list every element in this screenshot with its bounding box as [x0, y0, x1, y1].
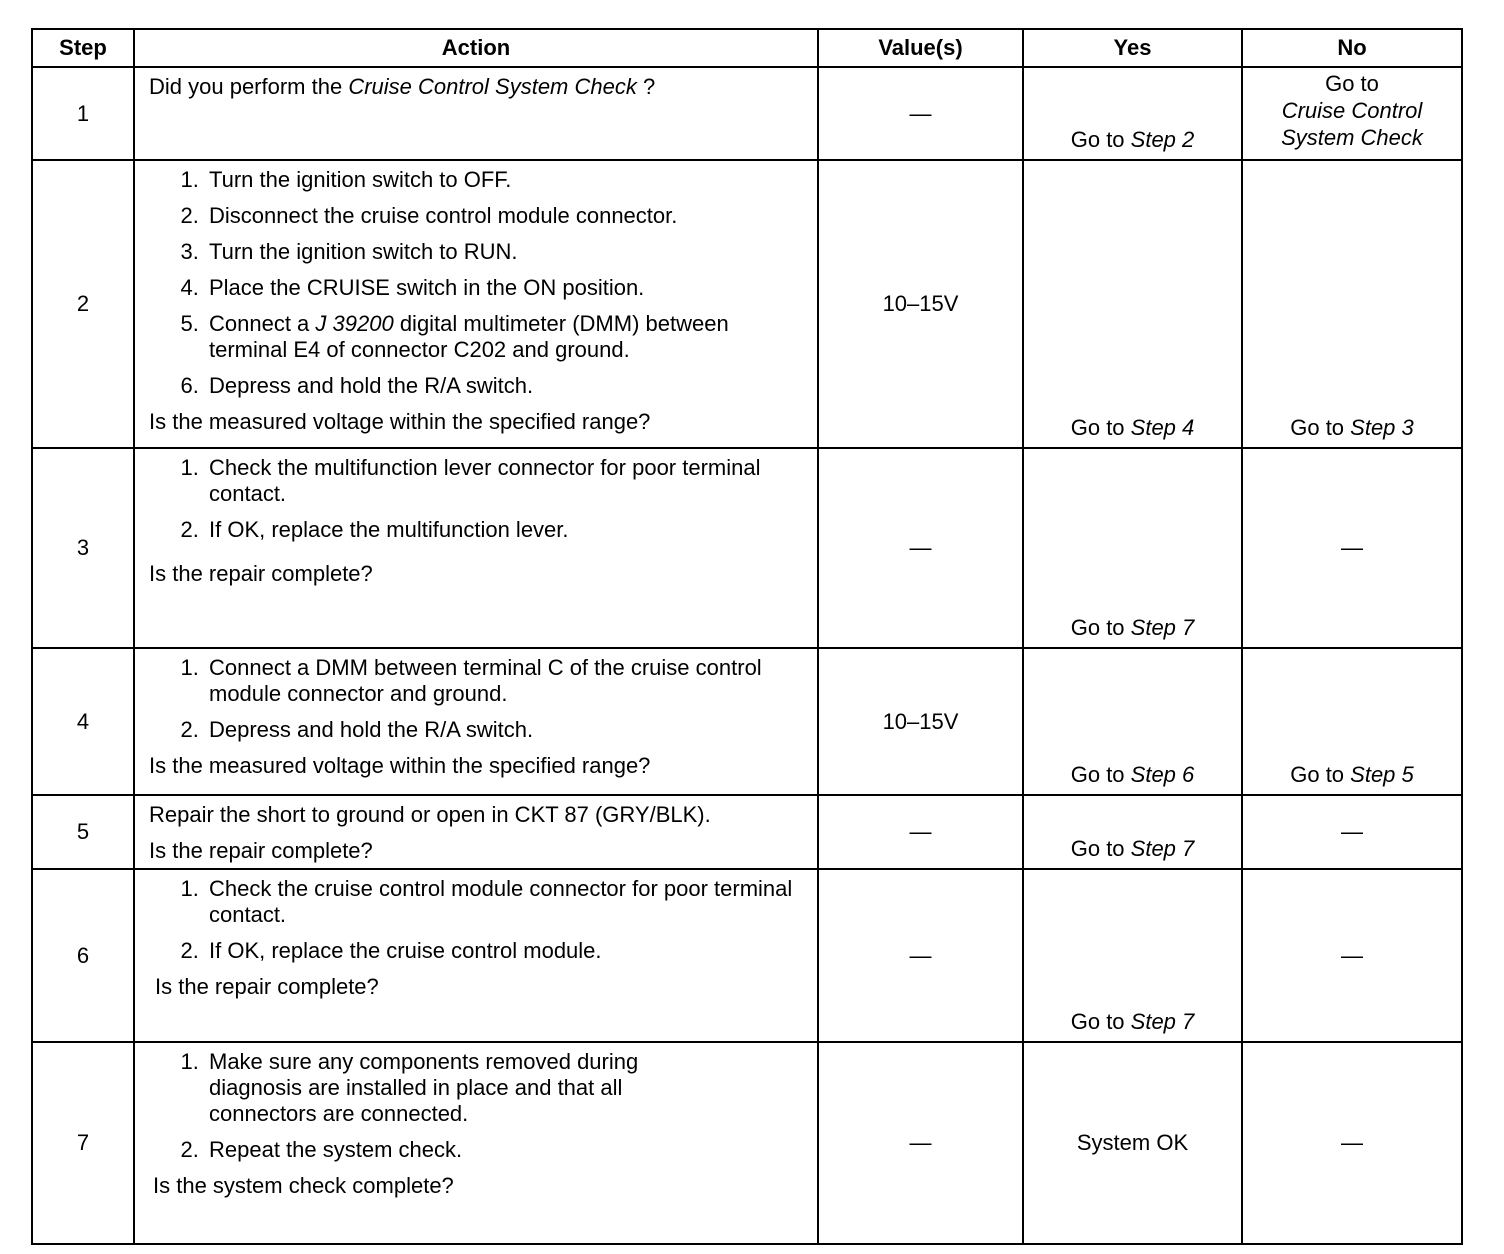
- table-row: [32, 648, 1462, 795]
- no-result: —: [1341, 942, 1363, 968]
- action-item: 1. Check the cruise control module connector for poor terminal contact.: [205, 876, 803, 928]
- action-cell: [134, 160, 818, 448]
- yes-cell: [1023, 448, 1242, 648]
- action-item: 2. If OK, replace the cruise control module.: [205, 938, 803, 964]
- action-cell: [134, 795, 818, 869]
- goto-text: Go to: [1325, 71, 1379, 96]
- value-cell: 10–15V: [818, 648, 1023, 795]
- value-cell: —: [818, 448, 1023, 648]
- table-row: [32, 1042, 1462, 1244]
- goto-text: Go to: [1290, 762, 1351, 787]
- goto-text: Go to: [1070, 615, 1131, 640]
- table-row: [32, 795, 1462, 869]
- header-row: [32, 29, 1462, 67]
- value-cell: —: [818, 869, 1023, 1042]
- value-cell: —: [818, 795, 1023, 869]
- action-question: Is the repair complete?: [149, 838, 373, 863]
- no-result: —: [1341, 535, 1363, 560]
- goto-text: Go to: [1070, 127, 1131, 152]
- action-question: Is the repair complete?: [149, 561, 373, 586]
- goto-step: Step 5: [1350, 762, 1414, 787]
- goto-step: Step 6: [1130, 762, 1195, 787]
- no-result: [1243, 68, 1461, 151]
- step-number: 2: [32, 160, 134, 448]
- action-cell: [134, 67, 818, 160]
- action-item: 2. Depress and hold the R/A switch.: [205, 717, 803, 743]
- yes-result: [1024, 1009, 1241, 1035]
- tool-name: J 39200: [315, 311, 394, 336]
- yes-cell: [1023, 869, 1242, 1042]
- goto-step: Step 4: [1130, 415, 1195, 440]
- action-item: 1. Turn the ignition switch to OFF.: [205, 167, 803, 193]
- yes-result: [1024, 127, 1241, 153]
- value-cell: —: [818, 1042, 1023, 1244]
- no-cell: [1242, 1042, 1462, 1244]
- no-result: [1243, 762, 1461, 788]
- action-list: [149, 876, 803, 964]
- no-cell: [1242, 448, 1462, 648]
- question-suffix: ?: [636, 74, 656, 99]
- yes-cell: [1023, 67, 1242, 160]
- action-question: Is the measured voltage within the specified range?: [149, 409, 651, 434]
- action-list: [149, 455, 803, 543]
- action-question: Is the system check complete?: [153, 1173, 454, 1198]
- table-row: [32, 448, 1462, 648]
- goto-text: Go to: [1070, 762, 1131, 787]
- goto-step: Step 7: [1130, 836, 1195, 861]
- no-cell: [1242, 869, 1462, 1042]
- header-yes: Yes: [1023, 29, 1242, 67]
- action-text: Repair the short to ground or open in CKT 87 (GRY/BLK).: [149, 802, 711, 827]
- action-item: 3. Turn the ignition switch to RUN.: [205, 239, 803, 265]
- item-text: digital multimeter (DMM) between terminal E4 of connector C202 and ground.: [209, 311, 729, 362]
- diagnostic-table: [31, 28, 1463, 1245]
- no-cell: [1242, 67, 1462, 160]
- action-item: 1. Make sure any components removed during diagnosis are installed in place and that all connectors are connected.: [205, 1049, 703, 1127]
- header-action: Action: [134, 29, 818, 67]
- item-text: Connect a: [209, 311, 316, 336]
- yes-result: [1024, 415, 1241, 441]
- step-number: 6: [32, 869, 134, 1042]
- action-cell: [134, 869, 818, 1042]
- action-item: 1. Check the multifunction lever connector for poor terminal contact.: [205, 455, 803, 507]
- step-number: 1: [32, 67, 134, 160]
- goto-step: Step 7: [1130, 615, 1195, 640]
- yes-cell: [1023, 648, 1242, 795]
- yes-result: System OK: [1076, 1130, 1189, 1155]
- step-number: 7: [32, 1042, 134, 1244]
- yes-result: [1024, 836, 1241, 862]
- action-item: 1. Connect a DMM between terminal C of the cruise control module connector and ground.: [205, 655, 803, 707]
- goto-text: Go to: [1070, 415, 1131, 440]
- no-result: [1243, 415, 1461, 441]
- goto-target: System Check: [1281, 125, 1423, 150]
- table-row: [32, 160, 1462, 448]
- yes-result: [1024, 762, 1241, 788]
- no-cell: [1242, 648, 1462, 795]
- action-item: 2. Disconnect the cruise control module connector.: [205, 203, 803, 229]
- goto-text: Go to: [1290, 415, 1351, 440]
- action-item: 2. Repeat the system check.: [205, 1137, 703, 1163]
- header-values: Value(s): [818, 29, 1023, 67]
- action-item: 2. If OK, replace the multifunction lever.: [205, 517, 803, 543]
- no-result: —: [1341, 819, 1363, 844]
- goto-step: Step 7: [1130, 1009, 1195, 1034]
- action-item: [205, 311, 803, 363]
- no-cell: [1242, 160, 1462, 448]
- header-no: No: [1242, 29, 1462, 67]
- header-step: Step: [32, 29, 134, 67]
- yes-cell: [1023, 1042, 1242, 1244]
- yes-cell: [1023, 795, 1242, 869]
- yes-result: [1024, 615, 1241, 641]
- action-item: 4. Place the CRUISE switch in the ON position.: [205, 275, 803, 301]
- action-item: 6. Depress and hold the R/A switch.: [205, 373, 803, 399]
- action-cell: [134, 1042, 818, 1244]
- question-text: Did you perform the: [149, 74, 349, 99]
- value-cell: —: [818, 67, 1023, 160]
- goto-step: Step 2: [1130, 127, 1195, 152]
- goto-step: Step 3: [1350, 415, 1414, 440]
- goto-text: Go to: [1070, 836, 1131, 861]
- question-emphasis: Cruise Control System Check: [348, 74, 637, 99]
- action-cell: [134, 648, 818, 795]
- action-question: Is the measured voltage within the specified range?: [149, 753, 651, 778]
- action-list: [149, 655, 803, 743]
- goto-target: Cruise Control: [1281, 98, 1423, 123]
- action-list: [149, 1049, 803, 1163]
- step-number: 3: [32, 448, 134, 648]
- table-row: [32, 67, 1462, 160]
- value-cell: 10–15V: [818, 160, 1023, 448]
- action-question: Is the repair complete?: [155, 974, 379, 999]
- action-list: [149, 167, 803, 399]
- table-row: [32, 869, 1462, 1042]
- goto-text: Go to: [1070, 1009, 1131, 1034]
- step-number: 5: [32, 795, 134, 869]
- no-cell: [1242, 795, 1462, 869]
- step-number: 4: [32, 648, 134, 795]
- no-result: —: [1341, 1130, 1363, 1155]
- action-cell: [134, 448, 818, 648]
- action-question: [149, 74, 803, 100]
- yes-cell: [1023, 160, 1242, 448]
